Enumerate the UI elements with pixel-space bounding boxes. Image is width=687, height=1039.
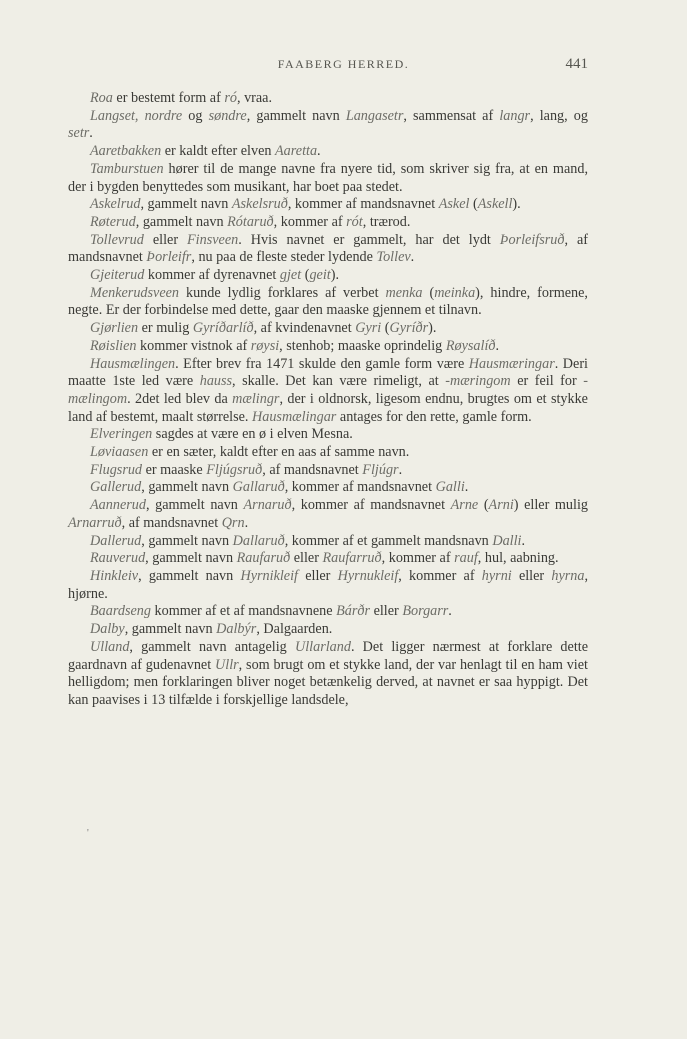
entry-text: er maaske [142,461,207,478]
entry-term: Aaretbakken [90,143,162,160]
entry-text: ( [301,267,310,284]
entry-text: ( [469,196,478,213]
italic-form: Þorleifr [146,249,192,266]
entry-term: Løviaasen [90,444,149,461]
place-name-entry [68,143,588,161]
entry-text: , gammelt navn [145,550,237,567]
italic-form: Gyríðarlíð [192,320,254,337]
italic-form: rót [346,213,363,230]
italic-form: Hyrnukleif [337,567,399,584]
entry-text: , kommer af mandsnavnet [287,196,439,213]
italic-form: menka [385,284,423,301]
italic-form: Hausmælingar [251,408,337,425]
place-name-entry [68,621,588,639]
entry-term: Elveringen [90,426,153,443]
italic-form: rauf [454,550,478,567]
entry-text: , gammelt navn [141,479,233,496]
italic-form: Arne [450,497,479,514]
italic-form: meinka [434,284,476,301]
italic-form: Dalbýr [216,621,257,638]
italic-form: Arnarruð [68,514,122,531]
place-name-entry [68,232,588,267]
entry-term: Tamburstuen [90,160,164,177]
italic-form: Dalli [492,532,522,549]
entry-text: kommer af dyrenavnet [144,267,280,284]
entry-term: Langset, nordre [90,107,183,124]
entry-text: , af mandsnavnet [68,231,588,266]
italic-form: Gyri [355,320,382,337]
entry-text: , kommer af mandsnavnet [284,479,436,496]
italic-form: Aaretta [275,143,318,160]
italic-form: Bárðr [336,603,371,620]
entry-text: , gammelt navn [141,532,233,549]
entry-text: kommer af et af mandsnavnene [150,603,337,620]
entry-text: , af kvindenavnet [253,320,356,337]
entry-term: Dalby [90,621,125,638]
entry-text: , gammelt navn [138,567,241,584]
place-name-entry [68,285,588,320]
entry-text: er en sæter, kaldt efter en aas af samme navn. [148,444,410,461]
margin-mark: ' [87,828,89,839]
place-name-entry [68,444,588,462]
entry-text: , trærod. [362,213,411,230]
entry-text: ). [428,320,437,337]
place-name-entry [68,161,588,196]
italic-form: ró [224,90,237,106]
entry-term: Gjørlien [90,320,139,337]
entry-text: eller [298,567,338,584]
italic-form: Askell [477,196,513,213]
place-name-entry [68,550,588,568]
page-header [0,57,687,77]
running-head: FAABERG HERRED. [277,57,410,71]
entry-text: . [521,532,526,549]
entry-text: . Efter brev fra 1471 skulde den gamle form være [175,355,469,372]
entry-text: , gammelt navn [246,107,346,124]
entry-term: Baardseng [90,603,151,620]
entry-term: Gallerud [90,479,142,496]
italic-form: -mælingom [68,373,588,407]
entry-term: Menkerudsveen [90,284,180,301]
entry-term: Askelrud [90,196,141,213]
entry-text: , lang, og [530,107,588,124]
place-name-entry [68,497,588,532]
entry-text: eller [511,567,552,584]
entry-text: , gammelt navn [124,621,217,638]
italic-form: Qrn [221,514,245,531]
italic-form: Ullr [215,656,239,673]
italic-form: Raufaruð [236,550,291,567]
place-name-entry [68,426,588,444]
entry-text: , af mandsnavnet [121,514,222,531]
entry-text: , kommer af [398,567,482,584]
entry-text: . [495,337,500,354]
entry-text: . [464,479,469,496]
entry-text: sagdes at være en ø i elven Mesna. [152,426,353,443]
italic-form: Hausmæringar [468,355,555,372]
entry-text: eller [143,231,188,248]
entry-text: . [317,143,321,160]
entry-text: . Deri maatte 1ste led være [68,355,588,390]
italic-form: søndre [208,107,247,124]
italic-form: Flјúgr [362,461,399,478]
entry-text: . [448,603,452,620]
italic-form: Finsveen [187,231,239,248]
entry-text: ) eller mulig [513,497,588,514]
entry-text: . [410,249,415,266]
entry-text: , Dalgaarden. [256,621,333,638]
place-name-entry [68,320,588,338]
entry-text: er feil for [510,373,584,390]
italic-form: hyrni [481,567,512,584]
entry-term: Flugsrud [90,461,143,478]
entry-text: , kommer af [381,550,455,567]
entry-text: antages for den rette, gamle form. [336,408,532,425]
entry-term: Ulland [90,638,130,655]
entry-text: er bestemt form af [112,90,225,106]
entry-term: Hausmælingen [90,355,176,372]
entry-text: , sammensat af [403,107,500,124]
entry-term: Rauverud [90,550,146,567]
italic-form: Flјúgsruð [206,461,263,478]
italic-form: Askelsruð [231,196,288,213]
entry-text: , kommer af et gammelt mandsnavn [284,532,493,549]
entry-text: ( [422,284,435,301]
entry-text: , stenhob; maaske oprindelig [279,337,446,354]
place-name-entry [68,338,588,356]
entry-text: eller [290,550,323,567]
italic-form: Borgarr [402,603,449,620]
entry-text: ( [478,497,489,514]
entry-text: og [182,107,209,124]
italic-form: mælingr [232,390,280,407]
italic-form: røysi [250,337,280,354]
entry-text: , skalle. Det kan være rimeligt, at [232,373,446,390]
entry-term: Roa [90,90,113,106]
entry-term: Dallerud [90,532,142,549]
italic-form: Ullarland [294,638,351,655]
entry-text: er mulig [138,320,193,337]
entry-text: , som brugt om et stykke land, der var henlagt til en ham viet helligdom; men forklaringen bliver noget betænkelig derved, at navnet er saa hyppigt. Det kan paavises i 13 tilfælde i forskjellige landsdele, [68,656,588,708]
italic-form: -mæringom [445,373,511,390]
italic-form: Þorleifsruð [499,231,565,248]
place-name-entry [68,267,588,285]
place-name-entry [68,90,588,108]
italic-form: Hyrnikleif [240,567,298,584]
place-name-entry [68,214,588,232]
italic-form: Dallaruð [232,532,285,549]
italic-form: Gallaruð [232,479,285,496]
entry-text: . Hvis navnet er gammelt, har det lydt [238,231,500,248]
italic-form: Galli [435,479,465,496]
entry-term: Røislien [90,337,137,354]
italic-form: geit [309,267,331,284]
entry-text: , gammelt navn [145,497,244,514]
italic-form: Langasetr [345,107,404,124]
italic-form: setr [68,125,90,142]
italic-form: Røysalíð [445,337,496,354]
italic-form: Arnaruð [243,497,292,514]
italic-form: hyrna [551,567,585,584]
place-name-entry [68,462,588,480]
entry-text: , gammelt navn [135,213,228,230]
entry-text: . [244,514,249,531]
entry-text: ), hindre, formene, negte. Er der forbindelse med dette, gaar den maaske gjennem et tilnavn. [68,284,588,319]
entry-text: kunde lydlig forklares af verbet [179,284,386,301]
entry-text: , der i oldnorsk, ligesom endnu, brugtes om et stykke land af bestemt, maalt størrelse. [68,390,588,425]
page-number: 441 [565,56,588,72]
entry-text: . Det ligger nærmest at forklare dette gaardnavn af gudenavnet [68,638,588,673]
entry-text: eller [370,603,403,620]
entry-term: Aannerud [90,497,146,514]
entry-text: , hul, aabning. [477,550,559,567]
italic-form: langr [499,107,531,124]
place-name-entry [68,603,588,621]
entry-text: kommer vistnok af [136,337,251,354]
italic-form: Arni [488,497,514,514]
entry-text: ( [381,320,390,337]
entry-text: , kommer af mandsnavnet [291,497,451,514]
entry-text: , gammelt navn antagelig [129,638,295,655]
entry-term: Røterud [90,213,136,230]
italic-form: Gyríðr [389,320,429,337]
entry-text: ). [512,196,521,213]
entry-text: . 2det led blev da [127,390,233,407]
italic-form: Raufarruð [322,550,382,567]
place-name-entry [68,479,588,497]
entry-text: ). [330,267,340,284]
italic-form: Rótaruð [227,213,274,230]
place-name-entry [68,356,588,427]
entry-text: , hjørne. [68,567,589,602]
italic-form: Tollev [376,249,411,266]
entry-term: Tollevrud [90,231,144,248]
entry-text: , kommer af [273,213,347,230]
entry-text: . [89,125,93,142]
entry-text: , gammelt navn [140,196,232,213]
entry-term: Gjeiterud [90,267,145,284]
entry-text: , nu paa de fleste steder lydende [191,249,377,266]
place-name-entry [68,639,588,710]
entry-text: , af mandsnavnet [262,461,363,478]
entry-text: , vraa. [236,90,273,106]
place-name-entry [68,196,588,214]
place-name-entry [68,533,588,551]
entry-text: . [398,461,403,478]
entry-text: er kaldt efter elven [161,143,276,160]
entry-text: hører til de mange navne fra nyere tid, som skriver sig fra, at en mand, der i bygden benyttedes som musikant, har boet paa stedet. [68,160,588,195]
italic-form: gjet [279,267,302,284]
italic-form: Askel [438,196,470,213]
italic-form: hauss [199,373,233,390]
text-body [68,90,588,710]
place-name-entry [68,568,588,603]
entry-term: Hinkleiv [90,567,139,584]
place-name-entry [68,108,588,143]
